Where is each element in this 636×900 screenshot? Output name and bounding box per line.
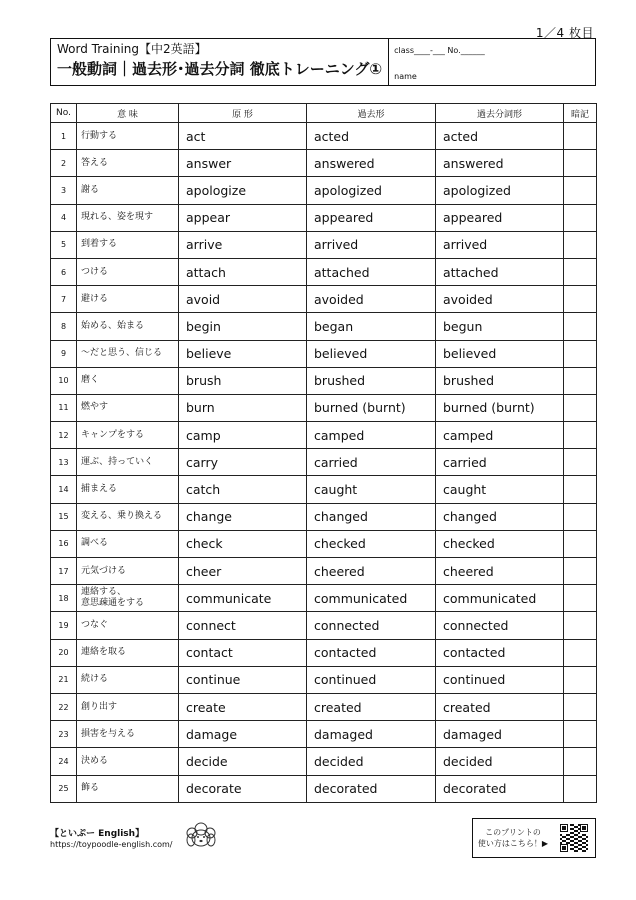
table-row (51, 177, 597, 204)
base-form-cell: damage (179, 721, 307, 748)
memorized-check-cell[interactable] (564, 666, 597, 693)
meaning-cell: 謝る (77, 177, 179, 204)
header-base-form: 原 形 (179, 104, 307, 123)
past-participle-cell: continued (436, 666, 564, 693)
meaning-cell: 答える (77, 150, 179, 177)
past-form-cell: created (307, 693, 436, 720)
meaning-cell: 変える、乗り換える (77, 503, 179, 530)
row-number: 20 (51, 639, 77, 666)
memorized-check-cell[interactable] (564, 313, 597, 340)
base-form-cell: camp (179, 422, 307, 449)
base-form-cell: cheer (179, 558, 307, 585)
header-memorized: 暗記 (564, 104, 597, 123)
memorized-check-cell[interactable] (564, 612, 597, 639)
past-participle-cell: attached (436, 258, 564, 285)
past-form-cell: decided (307, 748, 436, 775)
past-participle-cell: camped (436, 422, 564, 449)
base-form-cell: brush (179, 367, 307, 394)
base-form-cell: burn (179, 394, 307, 421)
past-form-cell: cheered (307, 558, 436, 585)
meaning-cell: つなぐ (77, 612, 179, 639)
worksheet-title: 一般動詞｜過去形･過去分詞 徹底トレーニング① (57, 60, 383, 78)
past-participle-cell: checked (436, 530, 564, 557)
memorized-check-cell[interactable] (564, 449, 597, 476)
row-number: 23 (51, 721, 77, 748)
meaning-cell: 連絡する、 意思疎通をする (77, 585, 179, 612)
row-number: 4 (51, 204, 77, 231)
header-no: No. (51, 104, 77, 123)
table-row (51, 721, 597, 748)
usage-guide-link[interactable] (472, 818, 596, 858)
memorized-check-cell[interactable] (564, 775, 597, 802)
base-form-cell: decide (179, 748, 307, 775)
past-form-cell: answered (307, 150, 436, 177)
row-number: 9 (51, 340, 77, 367)
table-row (51, 394, 597, 421)
row-number: 12 (51, 422, 77, 449)
memorized-check-cell[interactable] (564, 340, 597, 367)
table-row (51, 558, 597, 585)
past-form-cell: damaged (307, 721, 436, 748)
past-form-cell: continued (307, 666, 436, 693)
row-number: 7 (51, 286, 77, 313)
table-row (51, 150, 597, 177)
past-participle-cell: created (436, 693, 564, 720)
past-form-cell: acted (307, 123, 436, 150)
past-participle-cell: connected (436, 612, 564, 639)
past-form-cell: arrived (307, 231, 436, 258)
memorized-check-cell[interactable] (564, 394, 597, 421)
past-form-cell: apologized (307, 177, 436, 204)
base-form-cell: believe (179, 340, 307, 367)
past-form-cell: began (307, 313, 436, 340)
table-row (51, 286, 597, 313)
row-number: 5 (51, 231, 77, 258)
memorized-check-cell[interactable] (564, 123, 597, 150)
memorized-check-cell[interactable] (564, 258, 597, 285)
memorized-check-cell[interactable] (564, 177, 597, 204)
row-number: 24 (51, 748, 77, 775)
memorized-check-cell[interactable] (564, 530, 597, 557)
memorized-check-cell[interactable] (564, 367, 597, 394)
past-participle-cell: avoided (436, 286, 564, 313)
memorized-check-cell[interactable] (564, 286, 597, 313)
past-participle-cell: answered (436, 150, 564, 177)
past-participle-cell: cheered (436, 558, 564, 585)
qr-code-icon[interactable] (559, 823, 589, 853)
base-form-cell: answer (179, 150, 307, 177)
base-form-cell: arrive (179, 231, 307, 258)
base-form-cell: begin (179, 313, 307, 340)
meaning-cell: 現れる、姿を現す (77, 204, 179, 231)
past-form-cell: camped (307, 422, 436, 449)
base-form-cell: act (179, 123, 307, 150)
past-participle-cell: communicated (436, 585, 564, 612)
meaning-cell: 運ぶ、持っていく (77, 449, 179, 476)
past-form-cell: believed (307, 340, 436, 367)
past-participle-cell: caught (436, 476, 564, 503)
meaning-cell: 続ける (77, 666, 179, 693)
past-form-cell: decorated (307, 775, 436, 802)
past-form-cell: changed (307, 503, 436, 530)
base-form-cell: catch (179, 476, 307, 503)
header-past: 過去形 (307, 104, 436, 123)
title-block (51, 39, 389, 85)
past-participle-cell: begun (436, 313, 564, 340)
page-number: 1／4 枚目 (535, 26, 594, 40)
memorized-check-cell[interactable] (564, 476, 597, 503)
table-row (51, 748, 597, 775)
row-number: 18 (51, 585, 77, 612)
row-number: 22 (51, 693, 77, 720)
past-form-cell: connected (307, 612, 436, 639)
base-form-cell: appear (179, 204, 307, 231)
memorized-check-cell[interactable] (564, 748, 597, 775)
row-number: 6 (51, 258, 77, 285)
site-url[interactable]: https://toypoodle-english.com/ (50, 840, 173, 849)
row-number: 25 (51, 775, 77, 802)
table-row (51, 313, 597, 340)
past-form-cell: brushed (307, 367, 436, 394)
meaning-cell: 燃やす (77, 394, 179, 421)
row-number: 21 (51, 666, 77, 693)
student-info-block (389, 39, 595, 85)
meaning-cell: 元気づける (77, 558, 179, 585)
row-number: 14 (51, 476, 77, 503)
table-row (51, 422, 597, 449)
past-form-cell: appeared (307, 204, 436, 231)
past-participle-cell: apologized (436, 177, 564, 204)
table-row (51, 258, 597, 285)
past-form-cell: caught (307, 476, 436, 503)
row-number: 3 (51, 177, 77, 204)
past-participle-cell: acted (436, 123, 564, 150)
past-form-cell: contacted (307, 639, 436, 666)
past-form-cell: avoided (307, 286, 436, 313)
table-row (51, 503, 597, 530)
meaning-cell: つける (77, 258, 179, 285)
header-meaning: 意 味 (77, 104, 179, 123)
base-form-cell: apologize (179, 177, 307, 204)
usage-guide-text: このプリントの 使い方はこちら！▶ (477, 828, 549, 848)
meaning-cell: 始める、始まる (77, 313, 179, 340)
row-number: 10 (51, 367, 77, 394)
past-participle-cell: believed (436, 340, 564, 367)
meaning-cell: 捕まえる (77, 476, 179, 503)
table-row (51, 367, 597, 394)
table-row (51, 340, 597, 367)
memorized-check-cell[interactable] (564, 721, 597, 748)
meaning-cell: 磨く (77, 367, 179, 394)
memorized-check-cell[interactable] (564, 204, 597, 231)
base-form-cell: decorate (179, 775, 307, 802)
past-participle-cell: arrived (436, 231, 564, 258)
name-field: name (394, 72, 417, 81)
worksheet-subtitle: Word Training【中2英語】 (57, 42, 207, 56)
row-number: 16 (51, 530, 77, 557)
worksheet-header (50, 38, 596, 86)
row-number: 17 (51, 558, 77, 585)
past-participle-cell: carried (436, 449, 564, 476)
past-form-cell: checked (307, 530, 436, 557)
meaning-cell: 避ける (77, 286, 179, 313)
meaning-cell: キャンプをする (77, 422, 179, 449)
base-form-cell: connect (179, 612, 307, 639)
memorized-check-cell[interactable] (564, 639, 597, 666)
memorized-check-cell[interactable] (564, 558, 597, 585)
class-number-field: class____-___ No.______ (394, 46, 485, 55)
past-form-cell: carried (307, 449, 436, 476)
header-past-participle: 過去分詞形 (436, 104, 564, 123)
table-header-row (51, 104, 597, 123)
table-row (51, 530, 597, 557)
base-form-cell: check (179, 530, 307, 557)
past-participle-cell: contacted (436, 639, 564, 666)
table-row (51, 123, 597, 150)
table-row (51, 666, 597, 693)
base-form-cell: communicate (179, 585, 307, 612)
memorized-check-cell[interactable] (564, 231, 597, 258)
past-participle-cell: damaged (436, 721, 564, 748)
past-form-cell: burned (burnt) (307, 394, 436, 421)
row-number: 1 (51, 123, 77, 150)
past-participle-cell: decided (436, 748, 564, 775)
row-number: 15 (51, 503, 77, 530)
memorized-check-cell[interactable] (564, 150, 597, 177)
table-row (51, 204, 597, 231)
memorized-check-cell[interactable] (564, 585, 597, 612)
base-form-cell: carry (179, 449, 307, 476)
base-form-cell: create (179, 693, 307, 720)
memorized-check-cell[interactable] (564, 422, 597, 449)
meaning-cell: 行動する (77, 123, 179, 150)
meaning-cell: ～だと思う、信じる (77, 340, 179, 367)
past-participle-cell: decorated (436, 775, 564, 802)
past-participle-cell: brushed (436, 367, 564, 394)
memorized-check-cell[interactable] (564, 503, 597, 530)
row-number: 19 (51, 612, 77, 639)
table-row (51, 612, 597, 639)
past-participle-cell: burned (burnt) (436, 394, 564, 421)
table-row (51, 693, 597, 720)
base-form-cell: continue (179, 666, 307, 693)
meaning-cell: 損害を与える (77, 721, 179, 748)
base-form-cell: contact (179, 639, 307, 666)
memorized-check-cell[interactable] (564, 693, 597, 720)
row-number: 11 (51, 394, 77, 421)
base-form-cell: change (179, 503, 307, 530)
poodle-icon (184, 820, 218, 852)
row-number: 2 (51, 150, 77, 177)
table-row (51, 449, 597, 476)
row-number: 13 (51, 449, 77, 476)
word-table (50, 103, 597, 803)
table-row (51, 585, 597, 612)
table-row (51, 775, 597, 802)
meaning-cell: 調べる (77, 530, 179, 557)
meaning-cell: 創り出す (77, 693, 179, 720)
meaning-cell: 到着する (77, 231, 179, 258)
past-participle-cell: appeared (436, 204, 564, 231)
past-form-cell: attached (307, 258, 436, 285)
brand-name: 【といぷー English】 (50, 829, 145, 839)
past-form-cell: communicated (307, 585, 436, 612)
past-participle-cell: changed (436, 503, 564, 530)
base-form-cell: avoid (179, 286, 307, 313)
table-row (51, 476, 597, 503)
row-number: 8 (51, 313, 77, 340)
base-form-cell: attach (179, 258, 307, 285)
table-row (51, 231, 597, 258)
table-row (51, 639, 597, 666)
meaning-cell: 連絡を取る (77, 639, 179, 666)
meaning-cell: 決める (77, 748, 179, 775)
meaning-cell: 飾る (77, 775, 179, 802)
